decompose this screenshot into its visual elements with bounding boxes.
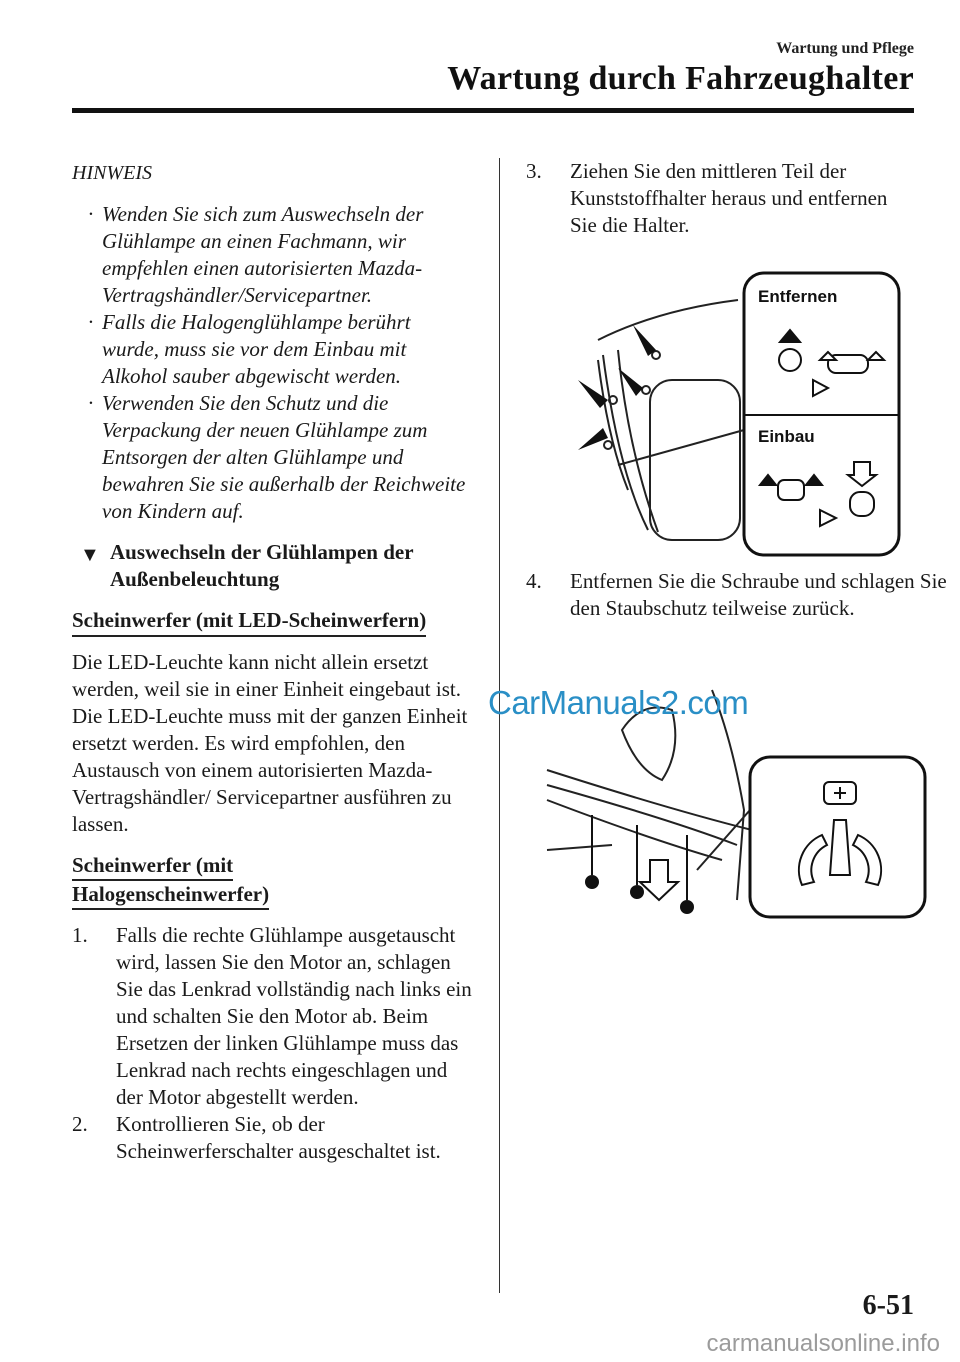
header-section: Wartung und Pflege [776,40,914,57]
bullet-dot: · [88,202,94,226]
note-bullet-text: Falls die Halogenglühlampe berührt wurde, muss sie vor dem Einbau mit Alkohol sauber abgewischt werden. [102,310,411,388]
bullet-dot: · [88,310,94,334]
note-bullet-text: Wenden Sie sich zum Auswechseln der Glühlampe an einen Fachmann, wir empfehlen einen autorisierten Mazda-Vertragshändler/Servicepartner. [102,202,424,307]
page-title: Wartung durch Fahrzeughalter [447,60,914,97]
step-1 [72,922,472,1111]
step-3 [526,158,916,239]
column-divider [499,158,500,1293]
step-text: Ziehen Sie den mittleren Teil der Kunststoffhalter heraus und entfernen Sie die Halter. [570,159,888,237]
step-number: 2. [72,1112,88,1136]
subhead-halogen-line2: Halogenscheinwerfer) [72,881,269,910]
step-2 [72,1111,472,1165]
figure-clip-removal [558,270,903,558]
step-text: Entfernen Sie die Schraube und schlagen Sie den Staubschutz teilweise zurück. [570,569,947,620]
bullet-dot: · [88,391,94,415]
led-paragraph-2: Die LED-Leuchte muss mit der ganzen Einheit ersetzt werden. Es wird empfohlen, den Austausch von einem autorisierten Mazda-Vertragshändler/ Servicepartner ausführen zu lassen. [72,704,468,836]
label-install: Einbau [758,427,815,446]
note-bullet-text: Verwenden Sie den Schutz und die Verpackung der neuen Glühlampe zum Entsorgen der alten Glühlampe und bewahren Sie sie außerhalb der Reichweite von Kindern auf. [102,391,466,523]
step-number: 1. [72,923,88,947]
note-bullet [72,390,472,525]
step-4 [526,568,960,622]
down-arrow-icon [640,860,678,900]
section-title [72,539,472,593]
wheel-arch-illustration [598,300,740,540]
header-rule [72,108,914,113]
triangle-down-icon: ▼ [80,544,100,566]
led-paragraph-1: Die LED-Leuchte kann nicht allein ersetzt werden, weil sie in einer Einheit eingebaut ist. [72,650,461,701]
footer-site: carmanualsonline.info [706,1330,940,1357]
subhead-halogen [72,852,472,910]
note-bullet [72,201,472,309]
left-column [72,158,472,1165]
step-text: Falls die rechte Glühlampe ausgetauscht wird, lassen Sie den Motor an, schlagen Sie das Lenkrad vollständig nach links ein und schalten Sie den Motor ab. Beim Ersetzen der linken Glühlampe muss das Lenkrad nach rechts eingeschlagen und der Motor abgestellt werden. [116,923,472,1109]
label-remove: Entfernen [758,287,838,306]
callout-line [618,430,744,465]
step-text: Kontrollieren Sie, ob der Scheinwerferschalter ausgeschaltet ist. [116,1112,441,1163]
screw-icons [586,815,693,913]
step-number: 4. [526,569,542,593]
note-title: HINWEIS [72,162,152,184]
note-bullet [72,309,472,390]
section-title-text: Auswechseln der Glühlampen der Außenbeleuchtung [110,540,414,591]
subhead-halogen-line1: Scheinwerfer (mit [72,852,233,881]
page-number: 6-51 [862,1290,914,1321]
step-number: 3. [526,159,542,183]
subhead-led: Scheinwerfer (mit LED-Scheinwerfern) [72,607,426,637]
watermark: CarManuals2.com [488,684,749,721]
